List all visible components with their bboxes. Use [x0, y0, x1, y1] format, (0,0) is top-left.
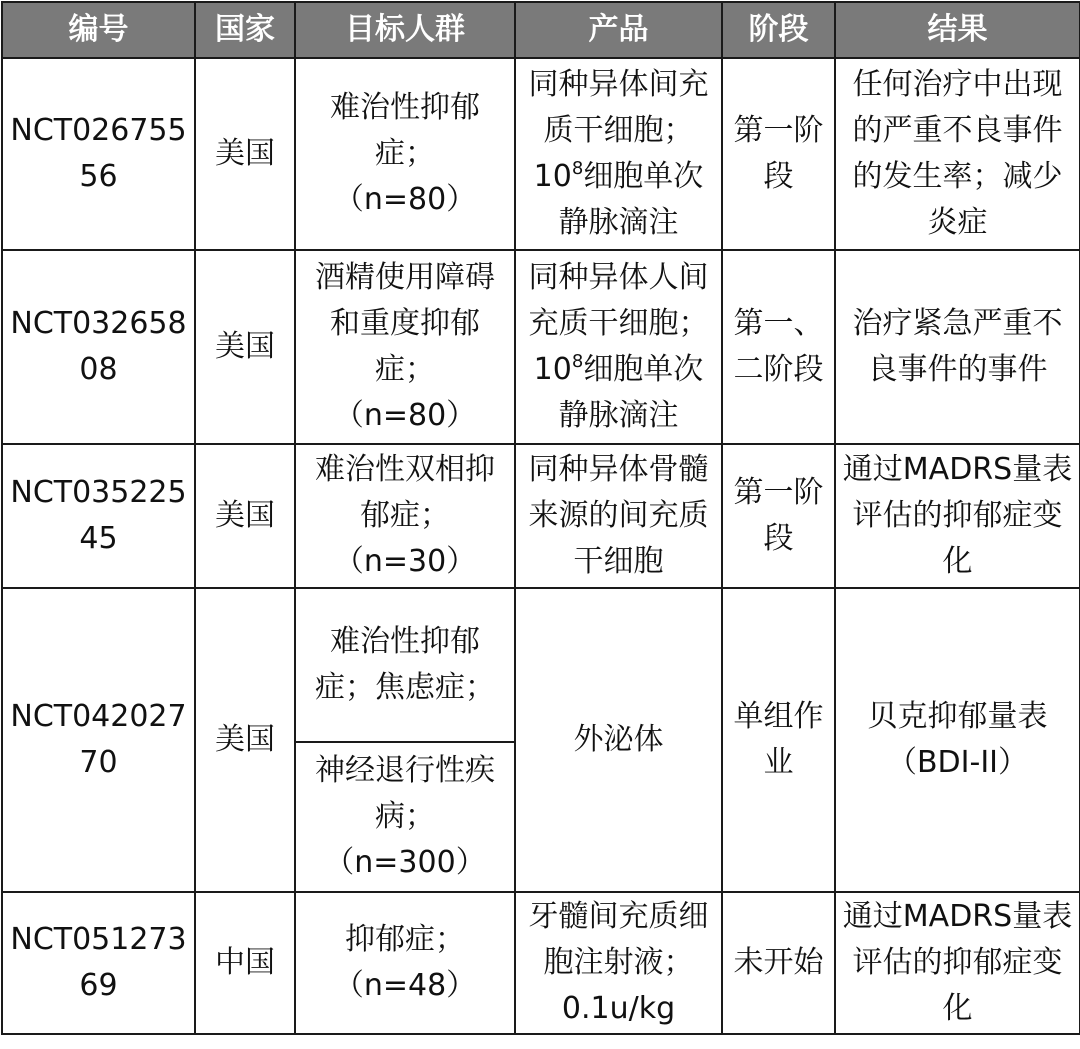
- country-cell: 美国: [195, 58, 295, 250]
- population-line: （n=80）: [333, 398, 477, 433]
- table-row: [2, 444, 1080, 588]
- trial-id-cell: NCT03265808: [2, 250, 195, 444]
- population-line: 难治性抑郁: [330, 624, 480, 659]
- table-row: [2, 588, 1080, 742]
- product-line: 同种异体人间: [528, 260, 709, 295]
- phase-cell: 未开始: [722, 892, 835, 1034]
- population-line: 症；: [375, 352, 435, 387]
- trial-id-cell: NCT03522545: [2, 444, 195, 588]
- column-header-product: 产品: [515, 2, 722, 58]
- clinical-trials-table: [1, 1, 1080, 1035]
- column-header-phase: 阶段: [722, 2, 835, 58]
- column-header-country: 国家: [195, 2, 295, 58]
- population-cell: [295, 250, 515, 444]
- product-cell: 外泌体: [515, 588, 722, 892]
- product-line: 牙髓间充质细: [528, 899, 709, 934]
- population-line: 病；: [375, 799, 435, 834]
- column-header-result: 结果: [835, 2, 1080, 58]
- result-line: （BDI-II）: [886, 745, 1029, 780]
- population-line: （n=30）: [333, 544, 477, 579]
- population-line: 酒精使用障碍: [315, 260, 495, 295]
- trial-id-cell: NCT04202770: [2, 588, 195, 892]
- column-header-id: 编号: [2, 2, 195, 58]
- population-line: （n=300）: [324, 845, 486, 880]
- result-cell: 治疗紧急严重不良事件的事件: [835, 250, 1080, 444]
- dose-base: 10: [533, 352, 572, 387]
- header-row: [2, 2, 1080, 58]
- country-cell: 中国: [195, 892, 295, 1034]
- phase-cell: 第一、二阶段: [722, 250, 835, 444]
- product-line: 胞注射液；: [543, 945, 694, 980]
- product-line: 静脉滴注: [558, 205, 679, 240]
- phase-cell: 第一阶段: [722, 444, 835, 588]
- country-cell: 美国: [195, 444, 295, 588]
- dose-text: 细胞单次: [583, 159, 704, 194]
- result-cell: 任何治疗中出现的严重不良事件的发生率；减少炎症: [835, 58, 1080, 250]
- product-line: 同种异体间充: [528, 67, 709, 102]
- country-cell: 美国: [195, 588, 295, 892]
- population-line: 难治性双相抑: [315, 452, 495, 487]
- country-cell: 美国: [195, 250, 295, 444]
- trial-id-cell: NCT02675556: [2, 58, 195, 250]
- result-cell: 通过MADRS量表评估的抑郁症变化: [835, 444, 1080, 588]
- trial-id-cell: NCT05127369: [2, 892, 195, 1034]
- product-line: 质干细胞；: [543, 113, 694, 148]
- population-line: 抑郁症；: [345, 922, 465, 957]
- result-line: 贝克抑郁量表: [867, 699, 1048, 734]
- population-line: 和重度抑郁: [330, 306, 480, 341]
- result-cell: 通过MADRS量表评估的抑郁症变化: [835, 892, 1080, 1034]
- population-cell: [295, 892, 515, 1034]
- product-line: [518, 347, 719, 393]
- population-cell: [295, 58, 515, 250]
- product-cell: [515, 58, 722, 250]
- population-line: 神经退行性疾: [315, 753, 495, 788]
- result-cell: [835, 588, 1080, 892]
- phase-cell: 第一阶段: [722, 58, 835, 250]
- product-cell: 同种异体骨髓来源的间充质干细胞: [515, 444, 722, 588]
- column-header-population: 目标人群: [295, 2, 515, 58]
- dose-text: 细胞单次: [583, 352, 704, 387]
- dose-exponent: 8: [571, 351, 584, 372]
- population-line: 症；焦虑症；: [315, 670, 495, 705]
- product-line: 充质干细胞；: [528, 306, 709, 341]
- dose-base: 10: [533, 159, 572, 194]
- product-line: 静脉滴注: [558, 398, 679, 433]
- population-line: （n=80）: [333, 182, 477, 217]
- population-cell: [295, 588, 515, 742]
- product-line: [518, 154, 719, 200]
- population-line: 症；: [375, 136, 435, 171]
- phase-cell: 单组作业: [722, 588, 835, 892]
- product-cell: [515, 250, 722, 444]
- product-line: 0.1u/kg: [561, 991, 676, 1026]
- population-cell: [295, 444, 515, 588]
- population-line: 难治性抑郁: [330, 90, 480, 125]
- dose-exponent: 8: [571, 158, 584, 179]
- table-row: [2, 892, 1080, 1034]
- population-cell: [295, 742, 515, 892]
- population-line: （n=48）: [333, 968, 477, 1003]
- table-row: [2, 250, 1080, 444]
- table-row: [2, 58, 1080, 250]
- product-cell: [515, 892, 722, 1034]
- population-line: 郁症；: [360, 498, 450, 533]
